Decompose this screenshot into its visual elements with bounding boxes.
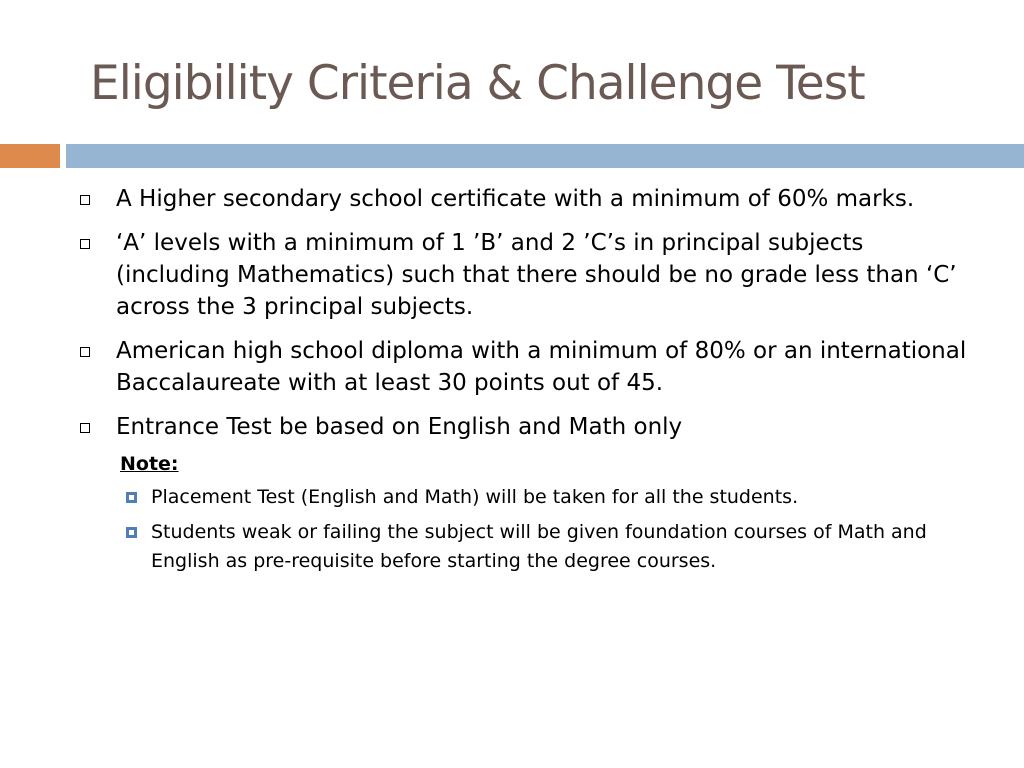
sub-bullet-text: Placement Test (English and Math) will be taken for all the students. — [151, 486, 799, 508]
sub-bullet-item — [80, 483, 980, 512]
sub-bullet-text: Students weak or failing the subject will be given foundation courses of Math and English as pre-requisite before starting the degree courses. — [151, 521, 927, 572]
bullet-text: Entrance Test be based on English and Math only — [116, 414, 683, 440]
hollow-square-bullet-icon — [80, 239, 90, 249]
bullet-item — [80, 183, 980, 215]
bullet-item — [80, 227, 980, 323]
slide-content — [80, 183, 980, 576]
bullet-text: American high school diploma with a minimum of 80% or an international Baccalaureate with at least 30 points out of 45. — [116, 338, 967, 396]
square-bullet-icon — [126, 492, 137, 503]
bullet-item — [80, 411, 980, 443]
note-label: Note: — [120, 453, 179, 475]
accent-bar-blue — [66, 144, 1024, 168]
bullet-text: ‘A’ levels with a minimum of 1 ’B’ and 2 ’C’s in principal subjects (including Mathematics) such that there should be no grade less than ‘C’ across the 3 principal subjects. — [116, 230, 957, 320]
bullet-item — [80, 335, 980, 399]
square-bullet-icon — [126, 527, 137, 538]
hollow-square-bullet-icon — [80, 347, 90, 357]
accent-bar-orange — [0, 144, 60, 168]
sub-bullet-item — [80, 518, 980, 576]
hollow-square-bullet-icon — [80, 423, 90, 433]
slide-title: Eligibility Criteria & Challenge Test — [90, 56, 865, 111]
hollow-square-bullet-icon — [80, 195, 90, 205]
bullet-text: A Higher secondary school certificate with a minimum of 60% marks. — [116, 186, 915, 212]
